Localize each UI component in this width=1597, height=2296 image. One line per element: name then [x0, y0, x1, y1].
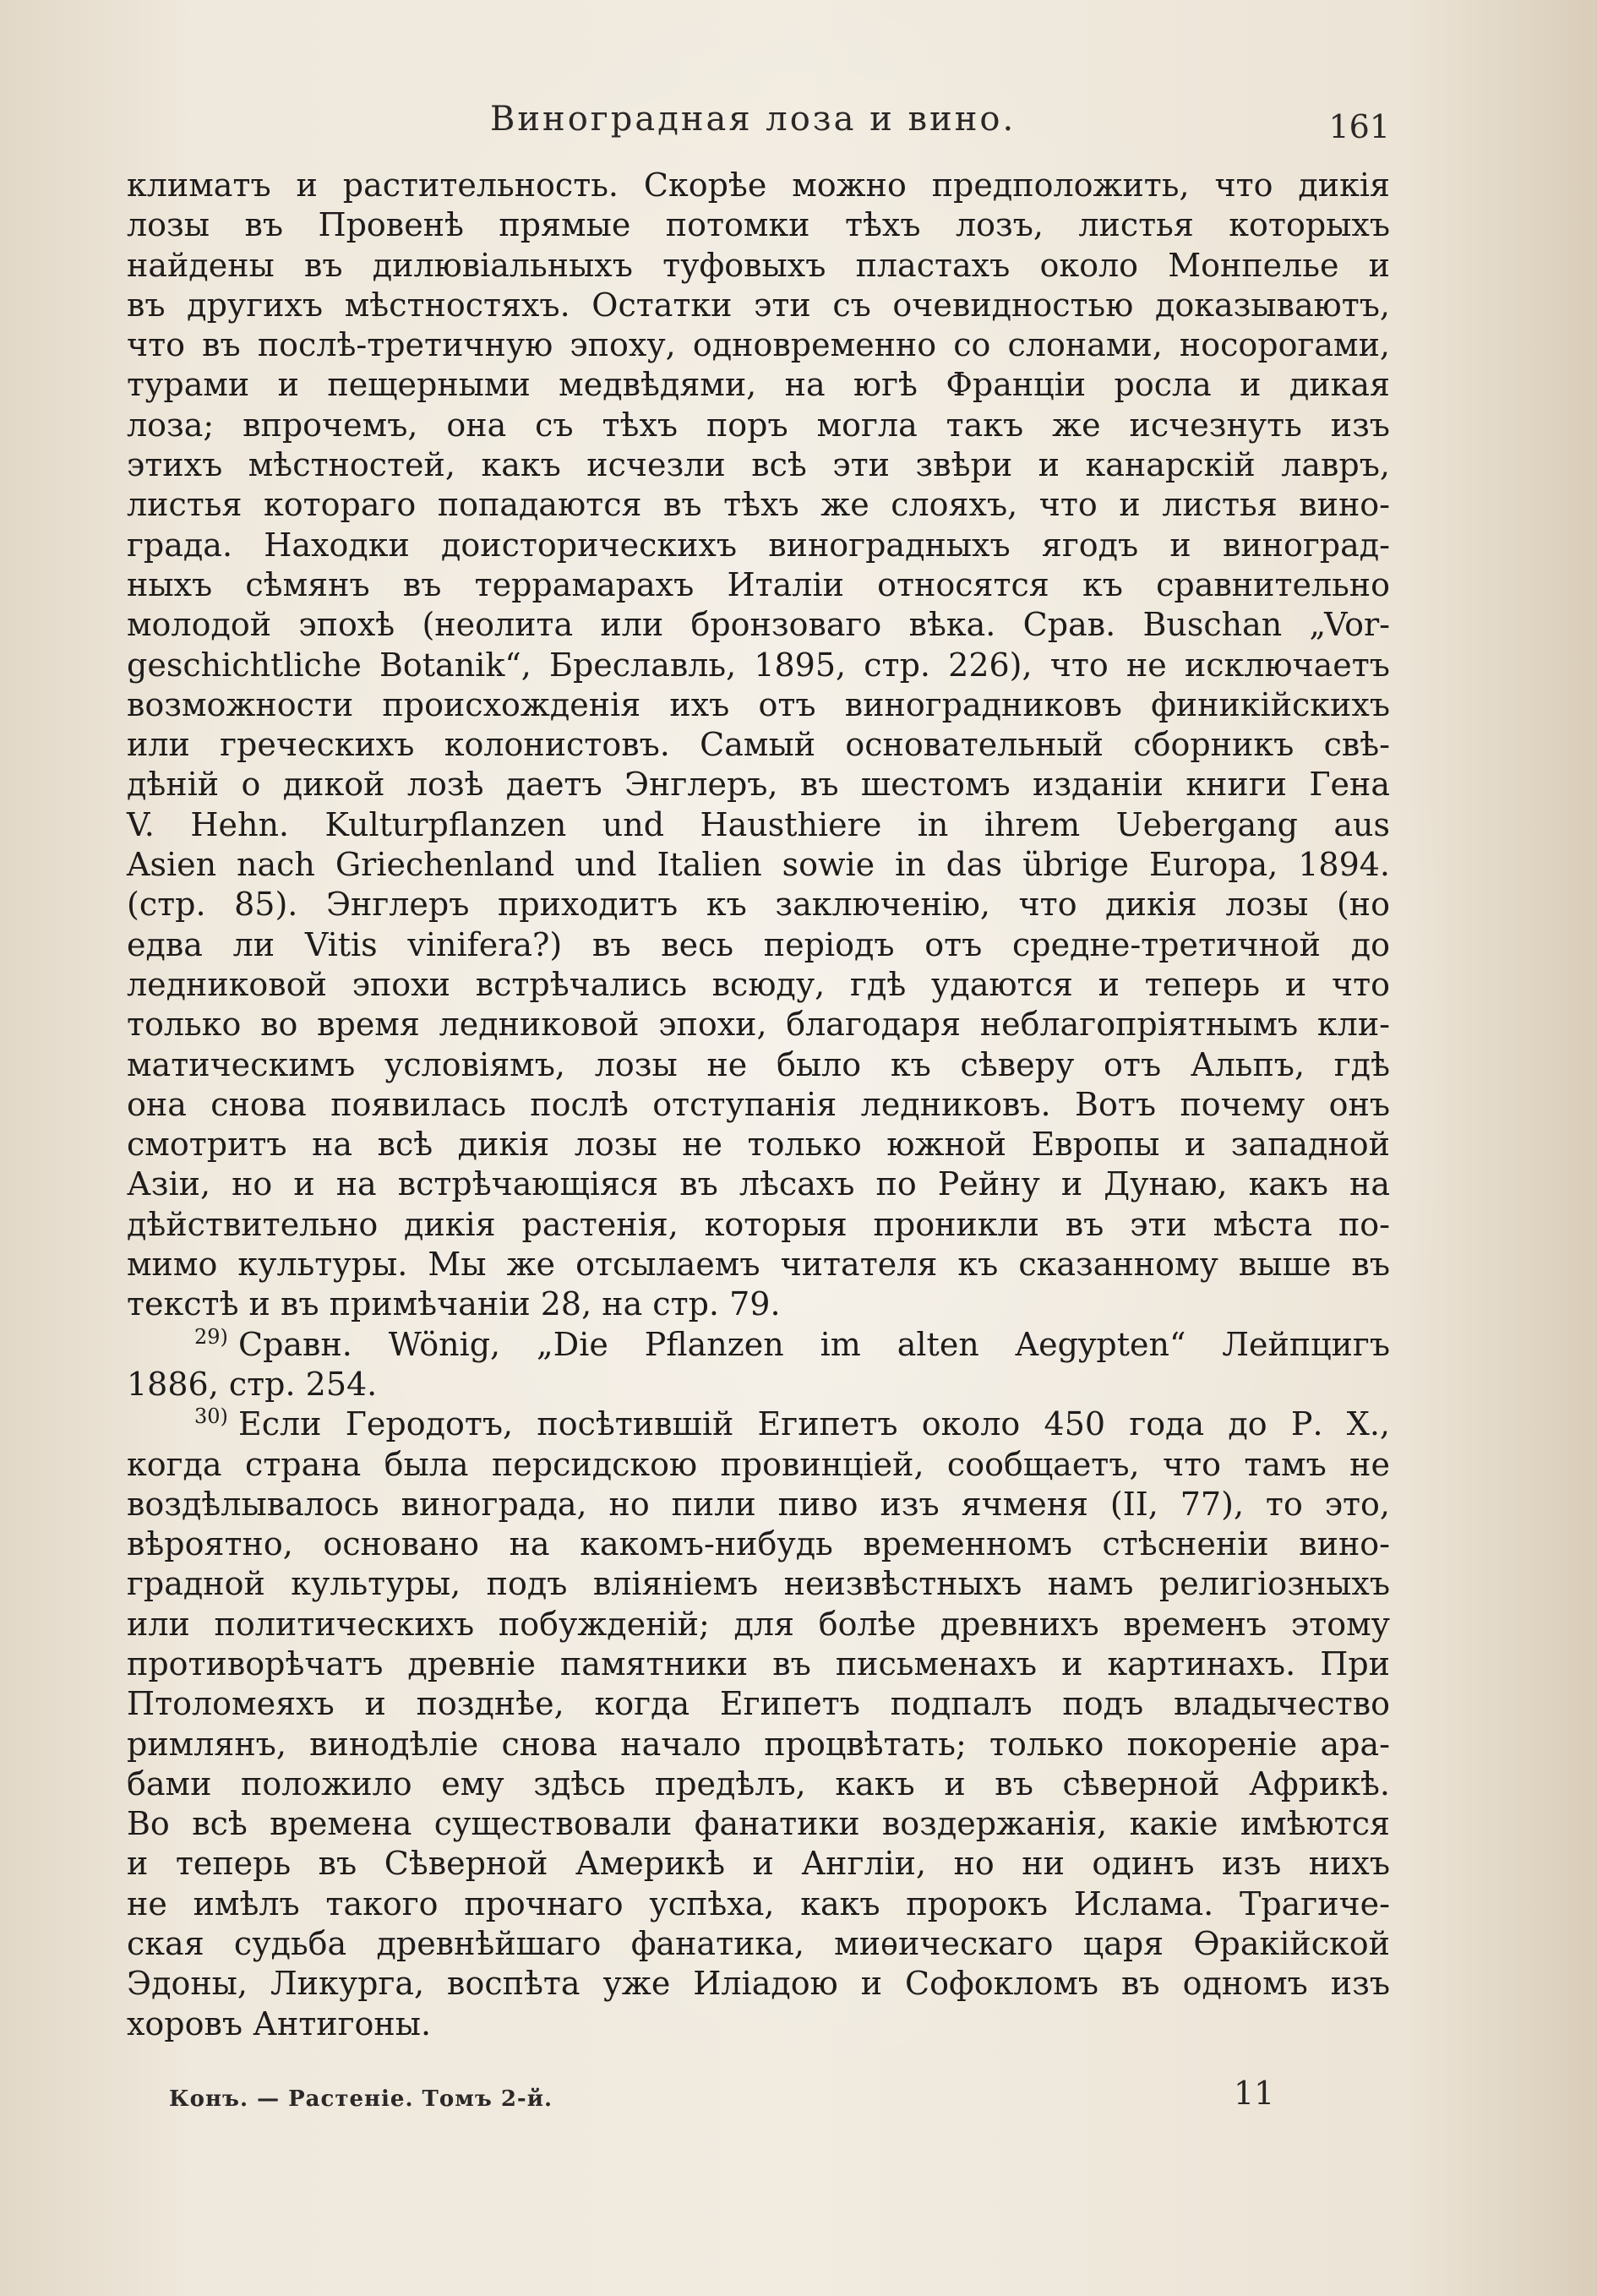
text-line — [127, 885, 1390, 924]
text-line — [127, 166, 1390, 205]
line-text: найдены въ дилювіальныхъ туфовыхъ пластахъ около Монпелье и — [127, 246, 1390, 284]
line-text: листья котораго попадаются въ тѣхъ же слояхъ, что и листья вино- — [127, 486, 1390, 524]
line-text: 1886, стр. 254. — [127, 1365, 378, 1403]
text-line — [127, 725, 1390, 765]
text-line — [127, 526, 1390, 565]
line-text: градной культуры, подъ вліяніемъ неизвѣстныхъ намъ религіозныхъ — [127, 1565, 1390, 1603]
page-number: 161 — [1328, 108, 1390, 145]
line-text: бами положило ему здѣсь предѣлъ, какъ и въ сѣверной Африкѣ. — [127, 1764, 1390, 1802]
text-line — [127, 1524, 1390, 1564]
text-line — [127, 1644, 1390, 1684]
text-line — [127, 565, 1390, 605]
text-line — [127, 1924, 1390, 1964]
line-text: климатъ и растительность. Скорѣе можно предположить, что дикія — [127, 166, 1390, 204]
text-line — [127, 1325, 1390, 1365]
text-line — [127, 1605, 1390, 1644]
text-line — [127, 765, 1390, 804]
footnote-number: 30) — [194, 1404, 228, 1429]
line-text: дѣйствительно дикія растенія, которыя проникли въ эти мѣста по- — [127, 1205, 1390, 1243]
line-text: вѣроятно, основано на какомъ-нибудь временномъ стѣсненіи вино- — [127, 1525, 1390, 1563]
line-text: Азіи, но и на встрѣчающіяся въ лѣсахъ по Рейну и Дунаю, какъ на — [127, 1165, 1390, 1203]
text-line — [127, 1445, 1390, 1485]
text-line — [127, 1804, 1390, 1844]
text-line — [127, 365, 1390, 405]
line-text: ныхъ сѣмянъ въ террамарахъ Италіи относятся къ сравнительно — [127, 565, 1390, 603]
text-line — [127, 1005, 1390, 1044]
text-line — [127, 406, 1390, 445]
text-line — [127, 1764, 1390, 1804]
line-text: или греческихъ колонистовъ. Самый основательный сборникъ свѣ- — [127, 726, 1390, 764]
line-text: этихъ мѣстностей, какъ исчезли всѣ эти звѣри и канарскій лавръ, — [127, 446, 1390, 484]
line-text: едва ли Vitis vinifera?) въ весь періодъ отъ средне-третичной до — [127, 925, 1390, 963]
text-line — [127, 325, 1390, 365]
text-line — [127, 445, 1390, 485]
line-text: смотритъ на всѣ дикія лозы не только южной Европы и западной — [127, 1126, 1390, 1164]
line-text: V. Hehn. Kulturpflanzen und Hausthiere in ihrem Uebergang aus — [127, 805, 1390, 843]
line-text: только во время ледниковой эпохи, благодаря неблагопріятнымъ кли- — [127, 1006, 1390, 1044]
text-line — [127, 805, 1390, 845]
line-text: она снова появилась послѣ отступанія ледниковъ. Вотъ почему онъ — [127, 1085, 1390, 1123]
line-text: Если Геродотъ, посѣтившій Египетъ около 450 года до Р. Х., — [238, 1405, 1390, 1443]
line-text: дѣній о дикой лозѣ даетъ Энглеръ, въ шестомъ изданіи книги Гена — [127, 766, 1390, 804]
line-text: Птоломеяхъ и позднѣе, когда Египетъ подпалъ подъ владычество — [127, 1685, 1390, 1723]
text-line — [127, 1564, 1390, 1604]
footnote-number: 29) — [194, 1324, 228, 1349]
text-line — [127, 1205, 1390, 1245]
line-text: текстѣ и въ примѣчаніи 28, на стр. 79. — [127, 1285, 781, 1323]
text-line — [127, 1284, 1390, 1324]
line-text: (стр. 85). Энглеръ приходитъ къ заключенію, что дикія лозы (но — [127, 886, 1390, 924]
text-line — [127, 1404, 1390, 1444]
line-text: Сравн. Wönig, „Die Pflanzen im alten Aegypten“ Лейпцигъ — [238, 1325, 1390, 1363]
line-text: Эдоны, Ликурга, воспѣта уже Иліадою и Софокломъ въ одномъ изъ — [127, 1965, 1390, 2003]
text-line — [127, 1125, 1390, 1164]
line-text: противорѣчатъ древніе памятники въ письменахъ и картинахъ. При — [127, 1644, 1390, 1682]
line-text: что въ послѣ-третичную эпоху, одновременно со слонами, носорогами, — [127, 326, 1390, 364]
line-text: возможности происхожденія ихъ отъ виноградниковъ финикійскихъ — [127, 685, 1390, 723]
line-text: въ другихъ мѣстностяхъ. Остатки эти съ очевидностью доказываютъ, — [127, 286, 1390, 324]
line-text: римлянъ, винодѣліе снова начало процвѣтать; только покореніе ара- — [127, 1725, 1390, 1763]
text-line — [127, 1245, 1390, 1284]
line-text: ская судьба древнѣйшаго фанатика, миѳическаго царя Ѳракійской — [127, 1925, 1390, 1963]
text-line — [127, 205, 1390, 245]
line-text: хоровъ Антигоны. — [127, 2004, 432, 2042]
line-text: матическимъ условіямъ, лозы не было къ сѣверу отъ Альпъ, гдѣ — [127, 1045, 1390, 1083]
footer-imprint: Конъ. — Растеніе. Томъ 2-й. — [169, 2086, 553, 2112]
text-line — [127, 646, 1390, 685]
text-line — [127, 1164, 1390, 1204]
text-line — [127, 246, 1390, 286]
line-text: воздѣлывалось винограда, но пили пиво изъ ячменя (II, 77), то это, — [127, 1485, 1390, 1523]
body-text — [127, 166, 1390, 2044]
text-line — [127, 605, 1390, 645]
text-line — [127, 1884, 1390, 1924]
text-line — [127, 925, 1390, 965]
text-line — [127, 2004, 1390, 2044]
text-line — [127, 1725, 1390, 1764]
line-text: молодой эпохѣ (неолита или бронзоваго вѣка. Срав. Buschan „Vor- — [127, 606, 1390, 644]
text-line — [127, 1365, 1390, 1404]
page-header — [127, 100, 1390, 150]
text-line — [127, 286, 1390, 325]
text-line — [127, 1045, 1390, 1085]
text-line — [127, 1844, 1390, 1884]
line-text: лозы въ Провенѣ прямые потомки тѣхъ лозъ, листья которыхъ — [127, 206, 1390, 244]
line-text: и теперь въ Сѣверной Америкѣ и Англіи, но ни одинъ изъ нихъ — [127, 1845, 1390, 1883]
line-text: Asien nach Griechenland und Italien sowie in das übrige Europa, 1894. — [127, 846, 1390, 884]
running-title: Виноградная лоза и вино. — [490, 100, 1017, 139]
text-line — [127, 1085, 1390, 1125]
line-text: когда страна была персидскою провинціей, сообщаетъ, что тамъ не — [127, 1445, 1390, 1483]
line-text: Во всѣ времена существовали фанатики воздержанія, какіе имѣются — [127, 1805, 1390, 1843]
text-line — [127, 965, 1390, 1005]
text-line — [127, 1684, 1390, 1724]
line-text: ледниковой эпохи встрѣчались всюду, гдѣ удаются и теперь и что — [127, 965, 1390, 1003]
text-line — [127, 845, 1390, 885]
text-line — [127, 485, 1390, 525]
text-line — [127, 1964, 1390, 2004]
text-line — [127, 1485, 1390, 1524]
line-text: geschichtliche Botanik“, Бреславль, 1895, стр. 226), что не исключаетъ — [127, 646, 1390, 684]
line-text: лоза; впрочемъ, она съ тѣхъ поръ могла такъ же исчезнуть изъ — [127, 406, 1390, 444]
line-text: или политическихъ побужденій; для болѣе древнихъ временъ этому — [127, 1605, 1390, 1643]
line-text: града. Находки доисторическихъ виноградныхъ ягодъ и виноград- — [127, 526, 1390, 564]
text-line — [127, 685, 1390, 725]
page-footer — [169, 2075, 1275, 2125]
signature-mark: 11 — [1234, 2075, 1275, 2112]
line-text: не имѣлъ такого прочнаго успѣха, какъ пророкъ Ислама. Трагиче- — [127, 1884, 1390, 1922]
line-text: турами и пещерными медвѣдями, на югѣ Франціи росла и дикая — [127, 366, 1390, 404]
line-text: мимо культуры. Мы же отсылаемъ читателя къ сказанному выше въ — [127, 1246, 1390, 1284]
